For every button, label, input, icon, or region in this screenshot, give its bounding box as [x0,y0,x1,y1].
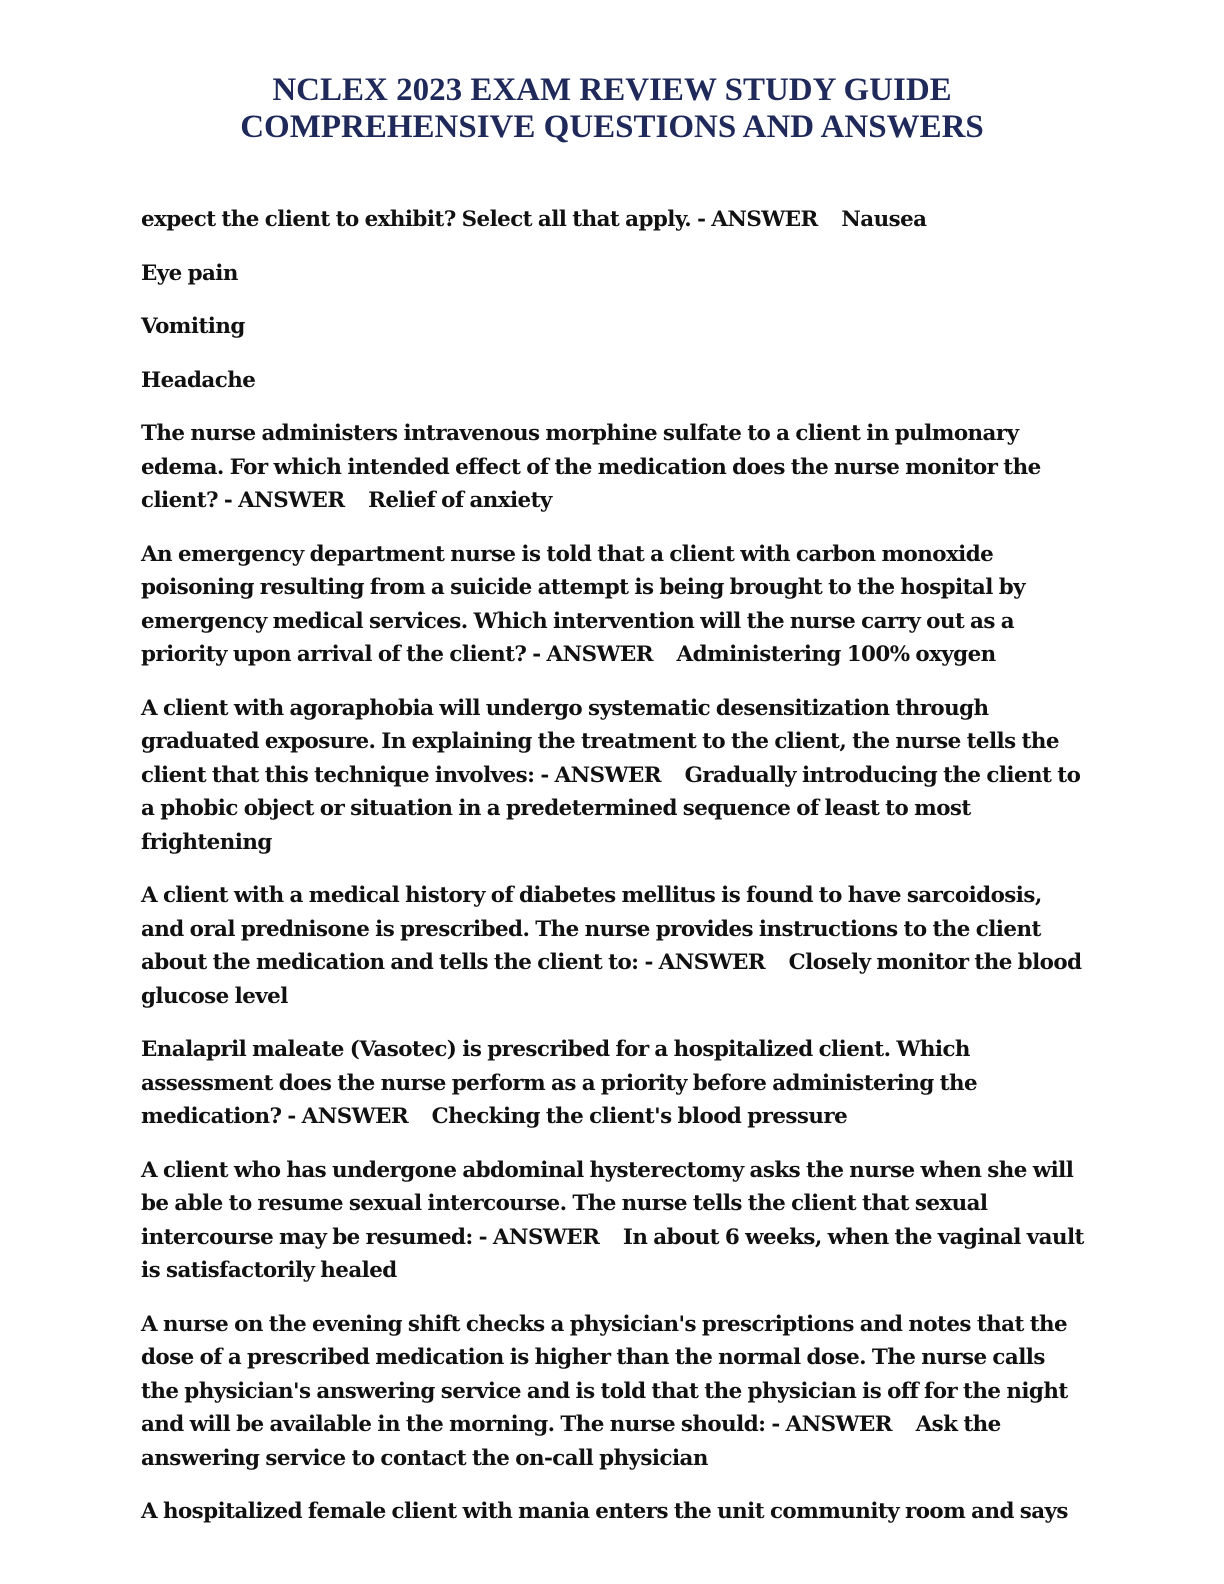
answer-text: In about 6 weeks, when the vaginal vault is satisfactorily healed [141,1224,1084,1283]
answer-text: Closely monitor the blood glucose level [141,950,1082,1009]
title-line-2: COMPREHENSIVE QUESTIONS AND ANSWERS [240,109,984,145]
question-text: A nurse on the evening shift checks a physician's prescriptions and notes that the dose of a prescribed medication is higher than the normal dose. The nurse calls the physician's answering service and is told that the physician is off for the night and will be available in the morning. The nurse should: - [141,1312,1068,1438]
question-text: expect the client to exhibit? Select all that apply. - [141,207,711,232]
question-partial: A hospitalized female client with mania enters the unit community room and says [141,1499,1068,1524]
question-text: An emergency department nurse is told that a client with carbon monoxide poisoning resulting from a suicide attempt is being brought to the hospital by emergency medical services. Which intervention will the nurse carry out as a priority upon arrival of the client? - [141,542,1025,668]
question-text: A client with a medical history of diabetes mellitus is found to have sarcoidosis, and oral prednisone is prescribed. The nurse provides instructions to the client about the medication and tells the client to: - [141,883,1042,975]
answer-text: Administering 100% oxygen [676,642,996,667]
answer-label: ANSWER [301,1104,409,1129]
answer-text: Gradually introducing the client to a phobic object or situation in a predetermined sequence of least to most frightening [141,762,1081,855]
document-title [0,72,1224,146]
answer-option: Headache [141,367,256,393]
qa-item [141,203,1086,237]
qa-item [141,692,1086,860]
question-text: A client with agoraphobia will undergo systematic desensitization through graduated exposure. In explaining the treatment to the client, the nurse tells the client that this technique involves: - [141,696,1059,788]
qa-item [141,538,1086,672]
answer-label: ANSWER [238,488,345,513]
question-text: Enalapril maleate (Vasotec) is prescribed for a hospitalized client. Which assessment does the nurse perform as a priority before administering the medication? - [141,1037,977,1129]
answer-label: ANSWER [711,207,818,232]
answer-option: Vomiting [141,314,245,339]
answer-label: ANSWER [492,1224,600,1250]
qa-item [141,1033,1086,1134]
question-text: The nurse administers intravenous morphine sulfate to a client in pulmonary edema. For which intended effect of the medication does the nurse monitor the client? - [141,421,1041,513]
answer-text: Relief of anxiety [368,488,552,513]
answer-label: ANSWER [554,762,661,788]
answer-text: Nausea [841,207,927,232]
answer-option: Eye pain [141,260,238,286]
qa-item [141,1308,1086,1476]
answer-label: ANSWER [546,642,653,667]
qa-content [141,203,1086,1549]
qa-item [141,879,1086,1013]
question-text: A client who has undergone abdominal hysterectomy asks the nurse when she will be able to resume sexual intercourse. The nurse tells the client that sexual intercourse may be resumed: - [141,1158,1073,1250]
title-line-1: NCLEX 2023 EXAM REVIEW STUDY GUIDE [272,72,952,108]
answer-text: Checking the client's blood pressure [431,1104,848,1129]
answer-label: ANSWER [785,1412,893,1437]
answer-label: ANSWER [658,950,766,975]
answer-text: Ask the answering service to contact the on-call physician [141,1412,1001,1471]
qa-item [141,1154,1086,1288]
qa-item [141,417,1086,518]
